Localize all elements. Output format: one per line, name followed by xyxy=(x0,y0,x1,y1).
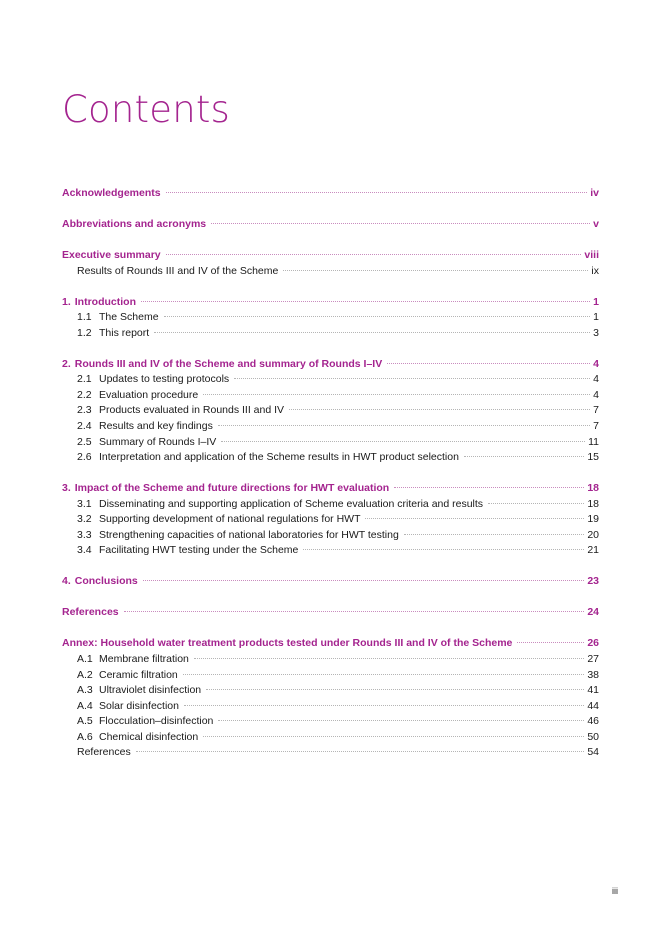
toc-entry-number: 1.2 xyxy=(77,326,92,339)
toc-entry-page: 7 xyxy=(593,420,599,433)
toc-subentry[interactable] xyxy=(62,543,599,559)
toc-entry-page: 4 xyxy=(593,373,599,386)
toc-entry[interactable] xyxy=(62,605,599,621)
dot-leader xyxy=(234,378,590,379)
toc-entry-title: Facilitating HWT testing under the Scheme xyxy=(99,544,299,557)
toc-entry-page: 24 xyxy=(587,606,599,619)
toc-subentry[interactable] xyxy=(62,372,599,388)
toc-subentry[interactable] xyxy=(62,326,599,342)
dot-leader xyxy=(166,254,582,255)
dot-leader xyxy=(143,580,585,581)
toc-entry-title: Abbreviations and acronyms xyxy=(62,218,207,231)
toc-subentry[interactable] xyxy=(62,497,599,513)
toc-entry-page: 41 xyxy=(587,684,599,697)
toc-subentry[interactable] xyxy=(62,388,599,404)
toc-subentry[interactable] xyxy=(62,310,599,326)
toc-entry-title: Summary of Rounds I–IV xyxy=(99,435,217,448)
dot-leader xyxy=(464,456,584,457)
toc-entry[interactable] xyxy=(62,357,599,373)
dot-leader xyxy=(166,192,588,193)
toc-entry-page: 23 xyxy=(587,575,599,588)
dot-leader xyxy=(183,674,585,675)
toc-entry-number: 2.1 xyxy=(77,373,92,386)
dot-leader xyxy=(136,751,585,752)
toc-subentry[interactable] xyxy=(62,528,599,544)
toc-entry-title: Ultraviolet disinfection xyxy=(99,684,202,697)
toc-entry-page: 3 xyxy=(593,326,599,339)
toc-entry-number: 3.3 xyxy=(77,528,92,541)
toc-entry-number: A.5 xyxy=(77,715,93,728)
toc-entry-number: 1.1 xyxy=(77,311,92,324)
dot-leader xyxy=(194,658,584,659)
toc-entry-page: 18 xyxy=(587,482,599,495)
toc-entry-title: This report xyxy=(99,326,150,339)
toc-entry-number: A.2 xyxy=(77,668,93,681)
toc-entry-title: Annex: Household water treatment products tested under Rounds III and IV of the Scheme xyxy=(62,637,513,650)
page-title: Contents xyxy=(62,88,231,131)
toc-entry-page: 11 xyxy=(588,435,599,448)
toc-entry-page: 26 xyxy=(587,637,599,650)
dot-leader xyxy=(184,705,584,706)
toc-entry[interactable] xyxy=(62,248,599,264)
toc-entry[interactable] xyxy=(62,574,599,590)
toc-entry-number: A.3 xyxy=(77,684,93,697)
toc-entry-title: Products evaluated in Rounds III and IV xyxy=(99,404,285,417)
toc-entry-number: 2.4 xyxy=(77,420,92,433)
toc-entry-number: 2.5 xyxy=(77,435,92,448)
toc-entry-number: 2.2 xyxy=(77,388,92,401)
dot-leader xyxy=(303,549,584,550)
toc-entry-number: 3.4 xyxy=(77,544,92,557)
toc-entry-page: 15 xyxy=(587,451,599,464)
toc-entry-number: 2.3 xyxy=(77,404,92,417)
toc-entry-page: 1 xyxy=(593,311,599,324)
toc-entry-title: Acknowledgements xyxy=(62,187,161,199)
toc-entry-title: The Scheme xyxy=(99,311,159,324)
toc-entry-number: A.4 xyxy=(77,699,93,712)
toc-entry-title: Solar disinfection xyxy=(99,699,179,712)
dot-leader xyxy=(289,409,590,410)
toc-entry-title: Introduction xyxy=(74,295,137,308)
dot-leader xyxy=(365,518,584,519)
dot-leader xyxy=(488,503,584,504)
dot-leader xyxy=(404,534,585,535)
toc-entry-number: 4. xyxy=(62,575,71,588)
table-of-contents xyxy=(62,186,599,761)
toc-entry-number: A.1 xyxy=(77,653,93,666)
toc-subentry[interactable] xyxy=(62,450,599,466)
toc-entry-title: Supporting development of national regulations for HWT xyxy=(99,513,361,526)
toc-entry-title: Membrane filtration xyxy=(99,653,189,666)
dot-leader xyxy=(283,270,588,271)
toc-entry-title: Rounds III and IV of the Scheme and summary of Rounds I–IV xyxy=(74,357,383,370)
page-number: iii xyxy=(612,886,618,896)
dot-leader xyxy=(154,332,590,333)
toc-entry-title: Interpretation and application of the Scheme results in HWT product selection xyxy=(99,451,459,464)
dot-leader xyxy=(218,425,590,426)
toc-entry-number: 3. xyxy=(62,482,71,495)
toc-entry-title: Results and key findings xyxy=(99,420,213,433)
toc-entry-page: 38 xyxy=(587,668,599,681)
toc-entry-page: 1 xyxy=(593,295,599,308)
toc-entry-number: 3.2 xyxy=(77,513,92,526)
toc-entry-page: 21 xyxy=(587,544,599,557)
toc-entry-page: 18 xyxy=(587,497,599,510)
toc-subentry[interactable] xyxy=(62,730,599,746)
toc-entry-page: 46 xyxy=(587,715,599,728)
dot-leader xyxy=(221,441,585,442)
toc-entry-number: 1. xyxy=(62,295,71,308)
toc-entry-page: 44 xyxy=(587,699,599,712)
dot-leader xyxy=(203,736,584,737)
toc-entry-title: Chemical disinfection xyxy=(99,730,199,743)
toc-entry[interactable] xyxy=(62,636,599,652)
toc-subentry[interactable] xyxy=(62,512,599,528)
dot-leader xyxy=(394,487,584,488)
toc-entry[interactable] xyxy=(62,186,599,202)
dot-leader xyxy=(203,394,590,395)
toc-subentry[interactable] xyxy=(62,403,599,419)
dot-leader xyxy=(141,301,590,302)
toc-entry[interactable] xyxy=(62,217,599,233)
dot-leader xyxy=(211,223,590,224)
dot-leader xyxy=(164,316,591,317)
toc-entry[interactable] xyxy=(62,481,599,497)
toc-entry-title: Flocculation–disinfection xyxy=(99,715,214,728)
toc-entry-title: Results of Rounds III and IV of the Scheme xyxy=(77,264,279,277)
toc-entry-page: 54 xyxy=(587,746,599,759)
toc-entry[interactable] xyxy=(62,295,599,311)
toc-entry-title: Updates to testing protocols xyxy=(99,373,230,386)
toc-entry-number: 2.6 xyxy=(77,451,92,464)
toc-subentry[interactable] xyxy=(62,419,599,435)
toc-subentry[interactable] xyxy=(62,683,599,699)
toc-entry-number: A.6 xyxy=(77,730,93,743)
toc-entry-title: References xyxy=(77,746,131,759)
toc-entry-page: 4 xyxy=(593,357,599,370)
toc-subentry[interactable] xyxy=(62,714,599,730)
dot-leader xyxy=(218,720,584,721)
toc-entry-page: 20 xyxy=(587,528,599,541)
toc-entry-page: 4 xyxy=(593,388,599,401)
toc-subentry[interactable] xyxy=(62,699,599,715)
toc-subentry[interactable] xyxy=(62,745,599,761)
toc-entry-page: 19 xyxy=(587,513,599,526)
toc-subentry[interactable] xyxy=(62,435,599,451)
toc-entry-title: Conclusions xyxy=(74,575,138,588)
dot-leader xyxy=(206,689,584,690)
toc-entry-page: iv xyxy=(590,187,599,199)
toc-entry-title: Executive summary xyxy=(62,249,161,262)
toc-entry-page: v xyxy=(593,218,599,231)
toc-entry-page: viii xyxy=(584,249,599,262)
toc-entry-page: ix xyxy=(591,264,599,277)
toc-entry-title: Impact of the Scheme and future directions for HWT evaluation xyxy=(74,482,390,495)
toc-entry-number: 3.1 xyxy=(77,497,92,510)
toc-subentry[interactable] xyxy=(62,668,599,684)
toc-entry-title: References xyxy=(62,606,119,619)
toc-entry-page: 7 xyxy=(593,404,599,417)
toc-subentry[interactable] xyxy=(62,264,599,280)
toc-entry-title: Disseminating and supporting application of Scheme evaluation criteria and results xyxy=(99,497,484,510)
dot-leader xyxy=(387,363,590,364)
toc-entry-number: 2. xyxy=(62,357,71,370)
toc-entry-title: Ceramic filtration xyxy=(99,668,178,681)
toc-subentry[interactable] xyxy=(62,652,599,668)
toc-entry-title: Strengthening capacities of national laboratories for HWT testing xyxy=(99,528,399,541)
dot-leader xyxy=(124,611,585,612)
toc-entry-page: 50 xyxy=(587,730,599,743)
toc-entry-title: Evaluation procedure xyxy=(99,388,199,401)
dot-leader xyxy=(517,642,584,643)
toc-entry-page: 27 xyxy=(587,653,599,666)
